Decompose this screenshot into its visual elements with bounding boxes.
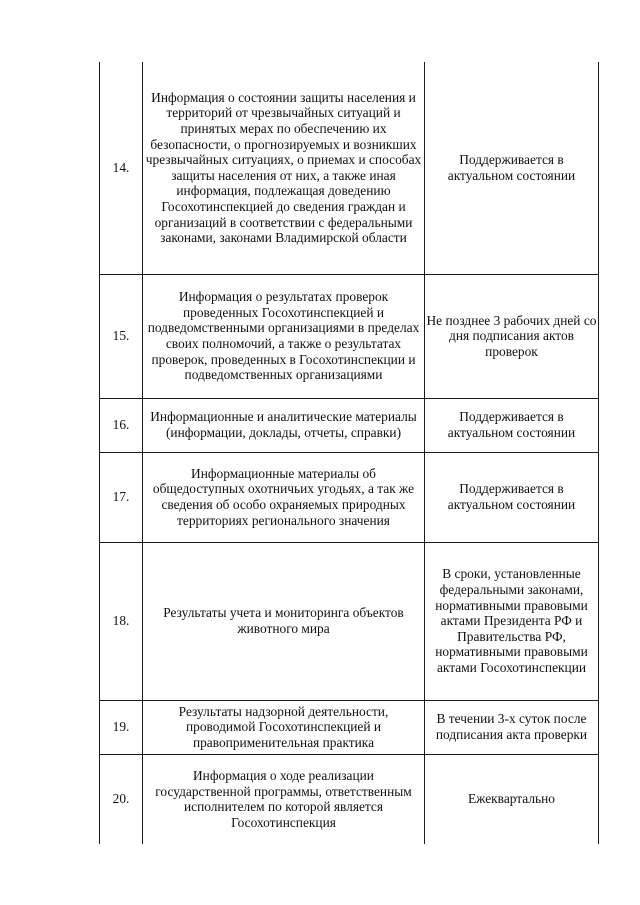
row-number: 16. bbox=[100, 398, 143, 452]
period-cell: В сроки, установленные федеральными законами, нормативными правовыми актами Президента РФ и Правительства РФ, нормативными правовыми актами Госохотинспекции bbox=[425, 542, 599, 700]
table-row bbox=[100, 452, 599, 542]
information-cell: Информация о результатах проверок проведенных Госохотинспекцией и подведомственными организациями в пределах своих полномочий, а также о результатах проверок, проведенных в Госохотинспекции и подведомственных организациями bbox=[143, 274, 425, 398]
information-cell: Информационные и аналитические материалы (информации, доклады, отчеты, справки) bbox=[143, 398, 425, 452]
row-number: 15. bbox=[100, 274, 143, 398]
row-number: 14. bbox=[100, 62, 143, 274]
period-cell: Поддерживается в актуальном состоянии bbox=[425, 62, 599, 274]
period-cell: В течении 3-х суток после подписания акта проверки bbox=[425, 700, 599, 754]
information-cell: Информационные материалы об общедоступных охотничьих угодьях, а так же сведения об особо охраняемых природных территориях регионального значения bbox=[143, 452, 425, 542]
table-row bbox=[100, 700, 599, 754]
row-number: 19. bbox=[100, 700, 143, 754]
period-cell: Поддерживается в актуальном состоянии bbox=[425, 452, 599, 542]
table-row bbox=[100, 398, 599, 452]
table-row bbox=[100, 62, 599, 274]
information-cell: Результаты надзорной деятельности, проводимой Госохотинспекцией и правоприменительная практика bbox=[143, 700, 425, 754]
table-row bbox=[100, 274, 599, 398]
period-cell: Поддерживается в актуальном состоянии bbox=[425, 398, 599, 452]
row-number: 20. bbox=[100, 754, 143, 844]
table-row bbox=[100, 542, 599, 700]
row-number: 18. bbox=[100, 542, 143, 700]
period-cell: Ежеквартально bbox=[425, 754, 599, 844]
information-table bbox=[99, 62, 599, 844]
information-cell: Результаты учета и мониторинга объектов животного мира bbox=[143, 542, 425, 700]
information-cell: Информация о состоянии защиты населения и территорий от чрезвычайных ситуаций и принятых мерах по обеспечению их безопасности, о прогнозируемых и возникших чрезвычайных ситуациях, о приемах и способах защиты населения от них, а также иная информация, подлежащая доведению Госохотинспекцией до сведения граждан и организаций в соответствии с федеральными законами, законами Владимирской области bbox=[143, 62, 425, 274]
information-cell: Информация о ходе реализации государственной программы, ответственным исполнителем по которой является Госохотинспекция bbox=[143, 754, 425, 844]
table-row bbox=[100, 754, 599, 844]
row-number: 17. bbox=[100, 452, 143, 542]
period-cell: Не позднее 3 рабочих дней со дня подписания актов проверок bbox=[425, 274, 599, 398]
